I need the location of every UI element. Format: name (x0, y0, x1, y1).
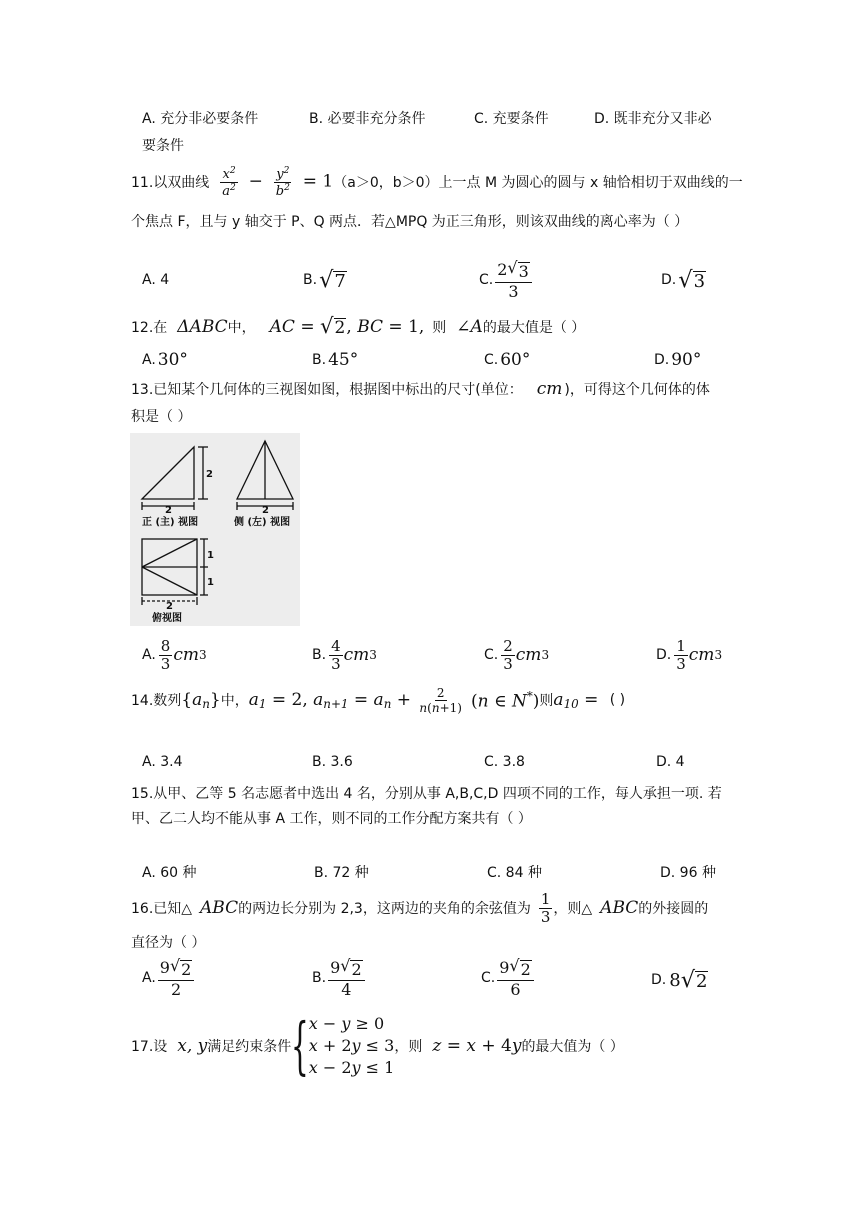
front-view-label: 正 (主) 视图 (142, 517, 199, 528)
q17-then: ，则 (394, 1039, 423, 1055)
top-dim1-label: 1 (207, 550, 214, 561)
q17-mid: 满足约束条件 (207, 1039, 292, 1055)
q13-line2: 积是（ ） (131, 409, 192, 425)
q11-option-c-label: C. (479, 272, 494, 288)
q14-prefix: 14.数列 (131, 693, 182, 709)
q13-a-num: 8 (160, 636, 171, 655)
q16-prefix: 16.已知△ (131, 901, 193, 917)
q17-suffix: 的最大值为（ ） (521, 1039, 624, 1055)
side-width-label: 2 (262, 505, 269, 516)
q12-option-c-value: 60° (500, 350, 531, 370)
constraint-system: x − y ≥ 0 x + 2y ≤ 3 x − 2y ≤ 1 (308, 1014, 395, 1077)
q16-then: ，则△ (553, 901, 593, 917)
q13-line1 (131, 379, 710, 399)
q11-option-b-label: B. (303, 272, 318, 288)
q17-line: 17.设 x, y 满足约束条件 { x − y ≥ 0 x + 2y ≤ 3 x − 2y ≤ 1 ，则 z = x + 4y 的最大值为（ ） (131, 1009, 624, 1082)
q13-b-exp: 3 (369, 648, 377, 662)
q16-option-d: D. 8 √ 2 (651, 966, 708, 993)
q15-option-b: B. 72 种 (314, 865, 369, 881)
q13-c-num: 2 (503, 636, 513, 655)
q16-option-c: C. 9 √ 2 6 (481, 956, 535, 1000)
q10-option-d-wrap: 要条件 (142, 138, 184, 154)
q16-line1: 16.已知△ ABC 的两边长分别为 2,3，这两边的夹角的余弦值为 $\frac{1}{3}$ ，则△ ABC 的外接圆的 (131, 889, 709, 926)
q13-b-unit: cm (343, 645, 370, 665)
q11-option-b: B. √ 7 (303, 266, 346, 293)
q14-option-c: C. 3.8 (484, 754, 525, 770)
q13-option-d (656, 635, 722, 675)
q13-b-den: 3 (331, 654, 341, 673)
q11-prefix: 11.以双曲线 (131, 175, 210, 191)
top-view-label: 俯视图 (152, 613, 182, 624)
hyperbola-equation: $\frac{x^2}{a^2}$ − $\frac{y^2}{b^2}$ = 1 (222, 165, 334, 199)
q12-option-d (654, 350, 701, 370)
q12-option-b (312, 350, 358, 370)
side-view-label: 侧 (左) 视图 (234, 517, 291, 528)
top-dim2-label: 1 (207, 577, 214, 588)
q13-option-b (312, 635, 377, 675)
q14-then: 则 (539, 693, 554, 709)
q16-option-b: B. 9 √ 2 4 (312, 956, 366, 1000)
q16-line2: 直径为（ ） (131, 935, 206, 951)
q13-option-a (142, 635, 207, 675)
q12-mid: 中， (227, 320, 256, 336)
q13-option-b-label: B. (312, 647, 327, 663)
q12-line: 12.在 ΔABC 中， AC = √ 2 , BC = 1, 则 ∠A 的最大值是（ ） (131, 314, 586, 340)
q10-option-b: B. 必要非充分条件 (309, 111, 426, 127)
q10-option-a: A. 充分非必要条件 (142, 111, 259, 127)
q12-option-a (142, 350, 188, 370)
q13-option-a-label: A. (142, 647, 156, 663)
q13-option-d-label: D. (656, 647, 672, 663)
three-view-figure (130, 433, 300, 626)
q13-c-unit: cm (515, 645, 542, 665)
q13-a-unit: cm (173, 645, 199, 665)
q16-option-a-label: A. (142, 970, 156, 986)
q15-line2: 甲、乙二人均不能从事 A 工作，则不同的工作分配方案共有（ ） (131, 811, 532, 827)
front-height-label: 2 (206, 469, 213, 480)
q13-a-exp: 3 (198, 648, 207, 662)
q12-suffix: 的最大值是（ ） (482, 320, 586, 336)
q11-option-c: C. 2 √ 3 3 (479, 258, 533, 302)
q15-line1: 15.从甲、乙等 5 名志愿者中选出 4 名，分别从事 A,B,C,D 四项不同的工作，每人承担一项. 若 (131, 786, 722, 802)
q13-d-num: 1 (676, 636, 686, 655)
q14-option-a: A. 3.4 (142, 754, 183, 770)
q10-option-c: C. 充要条件 (474, 111, 549, 127)
q12-option-a-value: 30° (157, 350, 188, 370)
q11-option-d: D. √ 3 (661, 266, 706, 293)
q10-option-d: D. 既非充分又非必 (594, 111, 712, 127)
q12-prefix: 12.在 (131, 320, 168, 336)
q11-option-d-label: D. (661, 272, 677, 288)
q13-b-num: 4 (331, 636, 341, 655)
q14-option-d: D. 4 (656, 754, 685, 770)
q11-condition: （a＞0，b＞0）上一点 M 为圆心的圆与 x 轴恰相切于双曲线的一 (333, 175, 743, 191)
q13-line1b: )，可得这个几何体的体 (564, 382, 710, 398)
q13-a-den: 3 (160, 654, 171, 673)
q15-option-c: C. 84 种 (487, 865, 542, 881)
q14-mid: 中， (220, 693, 249, 709)
q12-option-b-value: 45° (328, 350, 359, 370)
constraint-brace: { (291, 1009, 310, 1082)
q15-option-a: A. 60 种 (142, 865, 197, 881)
q16-option-c-label: C. (481, 970, 496, 986)
q13-c-den: 3 (503, 654, 513, 673)
q13-option-c (484, 635, 549, 675)
q12-option-c (484, 350, 530, 370)
q13-d-exp: 3 (714, 648, 723, 662)
q17-prefix: 17.设 (131, 1039, 168, 1055)
q12-then: 则 (432, 320, 447, 336)
q16-suffix: 的外接圆的 (638, 901, 709, 917)
q16-option-b-label: B. (312, 970, 327, 986)
q11-line1 (131, 164, 743, 200)
q11-option-a: A. 4 (142, 272, 170, 288)
three-view-drawing (130, 433, 300, 626)
q12-option-b-label: B. (312, 352, 327, 368)
q13-option-c-label: C. (484, 647, 499, 663)
q12-option-a-label: A. (142, 352, 156, 368)
q13-unit: cm (536, 379, 563, 399)
front-width-label: 2 (165, 505, 172, 516)
q13-c-exp: 3 (541, 648, 550, 662)
q12-option-c-label: C. (484, 352, 499, 368)
q13-line1a: 13.已知某个几何体的三视图如图，根据图中标出的尺寸(单位： (131, 382, 523, 398)
q13-d-unit: cm (688, 645, 715, 665)
q11-line2: 个焦点 F，且与 y 轴交于 P、Q 两点．若△MPQ 为正三角形，则该双曲线的离心率为（ ） (131, 214, 689, 230)
q14-line: 14.数列 $\{a_n\}$ 中， $a_1$ = 2, $a_{n+1}$ = $a_n$ + $\frac{2}{n(n+1)}$ (n ∈ N*) 则 $a_{10}$ = ( ) (131, 685, 626, 715)
q12-option-d-value: 90° (671, 350, 702, 370)
q16-option-a: A. 9 √ 2 2 (142, 956, 195, 1000)
q14-paren: ( ) (609, 692, 626, 708)
q16-mid: 的两边长分别为 2,3，这两边的夹角的余弦值为 (238, 901, 531, 917)
top-width-label: 2 (166, 601, 173, 612)
q16-option-d-label: D. (651, 972, 667, 988)
q15-option-d: D. 96 种 (660, 865, 716, 881)
q14-option-b: B. 3.6 (312, 754, 353, 770)
q12-option-d-label: D. (654, 352, 670, 368)
q13-d-den: 3 (676, 654, 686, 673)
